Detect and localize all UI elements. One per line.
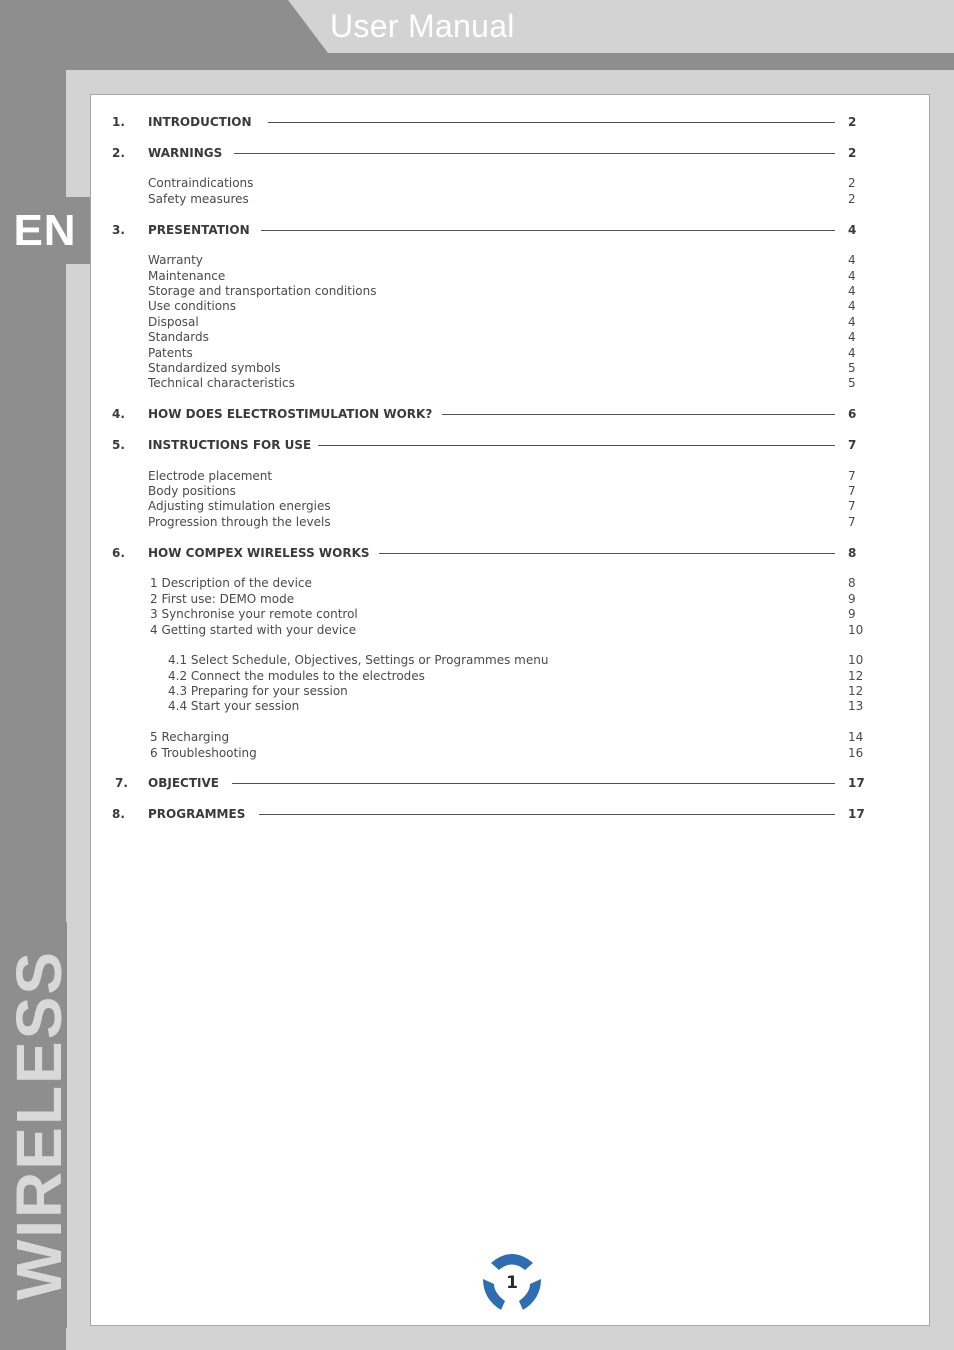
subitem-label: 1 Description of the device <box>150 576 312 590</box>
toc-subitem[interactable] <box>91 361 929 376</box>
page-number-badge <box>481 1253 543 1315</box>
table-of-contents <box>91 95 929 1325</box>
subitem-label: Adjusting stimulation energies <box>148 499 331 513</box>
subitem-label: 2 First use: DEMO mode <box>150 592 295 606</box>
section-page: 7 <box>848 438 857 452</box>
leader-rule <box>379 553 835 554</box>
subitem-label: 4.1 Select Schedule, Objectives, Settings or Programmes menu <box>168 653 549 667</box>
section-title: HOW DOES ELECTROSTIMULATION WORK? <box>148 407 433 421</box>
subitem-page: 4 <box>848 284 856 298</box>
subitem-label: Standardized symbols <box>148 361 281 375</box>
subitem-page: 9 <box>848 607 856 621</box>
subitem-label: 4.2 Connect the modules to the electrodes <box>168 669 425 683</box>
subitem-page: 9 <box>848 592 856 606</box>
section-page: 6 <box>848 407 857 421</box>
toc-subitem[interactable] <box>91 376 929 391</box>
toc-section-warnings[interactable] <box>91 145 929 161</box>
subitem-page: 5 <box>848 361 856 375</box>
toc-section-introduction[interactable] <box>91 114 929 130</box>
toc-section-compex-wireless[interactable] <box>91 545 929 561</box>
section-number: 7. <box>115 776 128 790</box>
leader-rule <box>318 445 835 446</box>
toc-subitem[interactable] <box>91 499 929 514</box>
subitem-label: 4.3 Preparing for your session <box>168 684 348 698</box>
toc-section-instructions[interactable] <box>91 437 929 453</box>
subitem-page: 16 <box>848 746 864 760</box>
section-page: 17 <box>848 807 865 821</box>
subitem-label: Progression through the levels <box>148 515 331 529</box>
toc-subitem[interactable] <box>91 699 929 714</box>
leader-rule <box>234 153 835 154</box>
toc-subitem[interactable] <box>91 253 929 268</box>
toc-subitem[interactable] <box>91 592 929 607</box>
subitem-label: Warranty <box>148 253 203 267</box>
subitem-page: 7 <box>848 499 856 513</box>
toc-subitem[interactable] <box>91 192 929 207</box>
subitem-label: Disposal <box>148 315 199 329</box>
section-number: 2. <box>112 146 125 160</box>
section-title: PROGRAMMES <box>148 807 246 821</box>
toc-subitem[interactable] <box>91 315 929 330</box>
subitem-page: 13 <box>848 699 864 713</box>
subitem-page: 7 <box>848 484 856 498</box>
brand-wordmark-text: WIRELESS <box>3 949 75 1301</box>
subitem-page: 4 <box>848 346 856 360</box>
leader-rule <box>442 414 835 415</box>
subitem-label: Patents <box>148 346 193 360</box>
section-page: 8 <box>848 546 857 560</box>
page-number: 1 <box>506 1273 518 1293</box>
section-page: 17 <box>848 776 865 790</box>
toc-subitem[interactable] <box>91 284 929 299</box>
section-page: 2 <box>848 146 857 160</box>
toc-section-programmes[interactable] <box>91 806 929 822</box>
section-title: INTRODUCTION <box>148 115 252 129</box>
brand-wordmark <box>3 922 75 1328</box>
section-title: PRESENTATION <box>148 223 250 237</box>
toc-section-presentation[interactable] <box>91 222 929 238</box>
subitem-label: Electrode placement <box>148 469 273 483</box>
subitem-label: Storage and transportation conditions <box>148 284 377 298</box>
subitem-page: 7 <box>848 469 856 483</box>
toc-subitem[interactable] <box>91 484 929 499</box>
leader-rule <box>259 814 835 815</box>
toc-subitem[interactable] <box>91 330 929 345</box>
subitem-page: 4 <box>848 269 856 283</box>
section-title: OBJECTIVE <box>148 776 219 790</box>
leader-rule <box>232 783 835 784</box>
subitem-page: 2 <box>848 176 856 190</box>
toc-subitem[interactable] <box>91 576 929 591</box>
section-number: 1. <box>112 115 125 129</box>
subitem-label: Body positions <box>148 484 236 498</box>
subitem-page: 8 <box>848 576 856 590</box>
toc-subitem[interactable] <box>91 730 929 745</box>
toc-subitem[interactable] <box>91 176 929 191</box>
toc-subitem[interactable] <box>91 746 929 761</box>
subitem-label: 6 Troubleshooting <box>150 746 257 760</box>
subitem-label: 4.4 Start your session <box>168 699 300 713</box>
toc-subitem[interactable] <box>91 299 929 314</box>
toc-subitem[interactable] <box>91 684 929 699</box>
subitem-page: 12 <box>848 684 864 698</box>
subitem-page: 2 <box>848 192 856 206</box>
toc-page <box>90 94 930 1326</box>
subitem-label: 4 Getting started with your device <box>150 623 357 637</box>
subitem-label: Technical characteristics <box>148 376 295 390</box>
section-number: 5. <box>112 438 125 452</box>
toc-section-electrostimulation[interactable] <box>91 406 929 422</box>
toc-section-objective[interactable] <box>91 775 929 791</box>
subitem-page: 4 <box>848 330 856 344</box>
subitem-label: Contraindications <box>148 176 254 190</box>
section-page: 2 <box>848 115 857 129</box>
toc-subitem[interactable] <box>91 669 929 684</box>
toc-subitem[interactable] <box>91 653 929 668</box>
subitem-page: 4 <box>848 253 856 267</box>
leader-rule <box>261 230 835 231</box>
leader-rule <box>268 122 835 123</box>
section-number: 3. <box>112 223 125 237</box>
toc-subitem[interactable] <box>91 515 929 530</box>
section-title: INSTRUCTIONS FOR USE <box>148 438 312 452</box>
subitem-page: 4 <box>848 299 856 313</box>
language-tab: EN <box>0 197 90 264</box>
subitem-page: 4 <box>848 315 856 329</box>
section-title: HOW COMPEX WIRELESS WORKS <box>148 546 370 560</box>
toc-subitem[interactable] <box>91 623 929 638</box>
section-page: 4 <box>848 223 857 237</box>
subitem-label: Standards <box>148 330 209 344</box>
subitem-page: 10 <box>848 623 864 637</box>
section-title: WARNINGS <box>148 146 223 160</box>
toc-subitem[interactable] <box>91 607 929 622</box>
toc-subitem[interactable] <box>91 269 929 284</box>
toc-subitem[interactable] <box>91 346 929 361</box>
section-number: 4. <box>112 407 125 421</box>
subitem-page: 5 <box>848 376 856 390</box>
subitem-label: 5 Recharging <box>150 730 230 744</box>
subitem-page: 10 <box>848 653 864 667</box>
subitem-page: 12 <box>848 669 864 683</box>
subitem-label: 3 Synchronise your remote control <box>150 607 358 621</box>
subitem-label: Safety measures <box>148 192 249 206</box>
subitem-page: 14 <box>848 730 864 744</box>
subitem-page: 7 <box>848 515 856 529</box>
section-number: 6. <box>112 546 125 560</box>
header-title: User Manual <box>330 8 515 44</box>
toc-subitem[interactable] <box>91 469 929 484</box>
section-number: 8. <box>112 807 125 821</box>
subitem-label: Use conditions <box>148 299 236 313</box>
subitem-label: Maintenance <box>148 269 226 283</box>
